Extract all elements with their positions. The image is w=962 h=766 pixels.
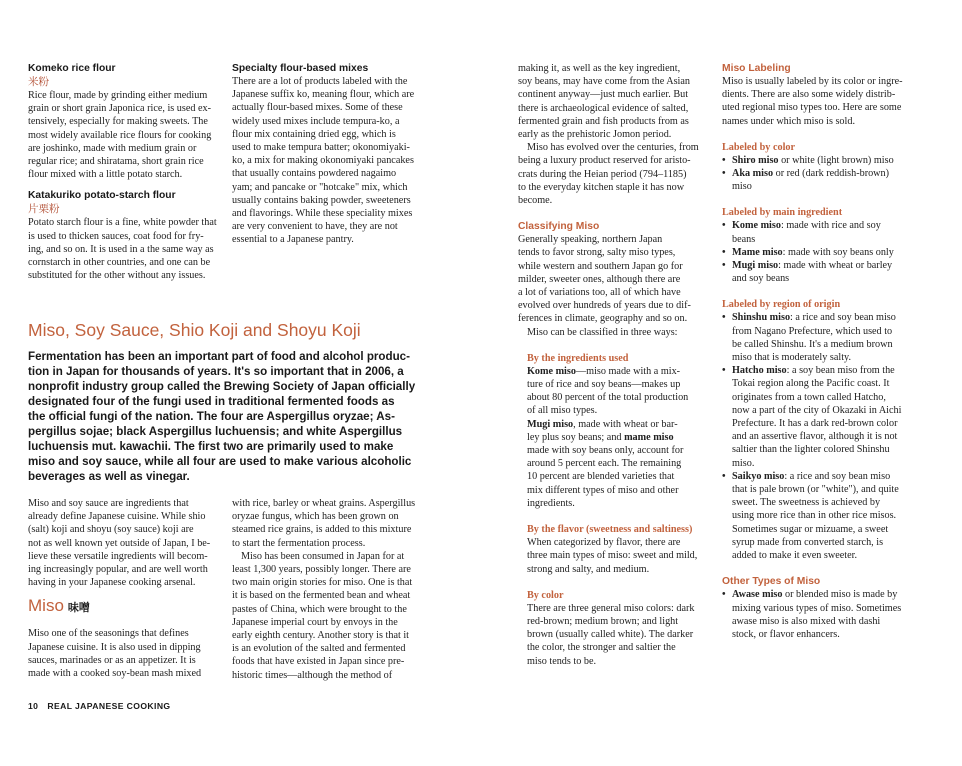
text-line: lieve these versatile ingredients will becom- [28,550,208,562]
specialty-heading: Specialty flour-based mixes [232,63,369,74]
text-line: When categorized by flavor, there are [527,537,681,549]
text-line: historic times—although the method of [232,669,393,681]
text-line: essential to a Japanese pantry. [232,234,354,246]
classifying-ways [518,326,714,339]
text-line: uted regional miso types too. Here are some [722,102,902,114]
text-line: luchuensis mut. kawachii. The first two are primarily used to make [28,440,394,453]
text-line: ture of rice and soy beans—makes up [527,379,681,391]
miso-history [232,550,432,682]
bullet-cont-line: now a part of the city of Okazaki in Aichi [732,404,902,416]
text-line: least 1,300 years, possibly longer. There are [232,564,411,576]
bullet-cont-line: using more rice than in other rice misos. [732,510,897,522]
bullet-term: Mugi miso [732,260,779,272]
text-line: already define Japanese cuisine. While shio [28,511,206,523]
text-line: are very convenient to have, they are not [232,221,398,233]
text-line: nonprofit industry group called the Brewing Society of Japan officially [28,380,416,393]
specialty-section [232,62,432,247]
bullet-term: Awase miso [732,589,783,601]
bullet-cont-line: beans [732,233,756,245]
katakuriko-heading: Katakuriko potato-starch flour [28,190,176,202]
bullet-cont-line: be called Shinshu. It's a medium brown [732,338,893,350]
text-line: Fermentation has been an important part of food and alcohol produc- [28,350,410,363]
text-line: sauces, marinades or as an appetizer. It is [28,654,196,666]
bullet-item [722,167,932,193]
text-line: ko, a mix for making okonomiyaki pancakes [232,155,414,167]
bullet-cont-line: Tokai region along the Pacific coast. It [732,378,890,390]
text-line: There are three general miso colors: dark [527,602,695,614]
text-line: oryzae fungus, which has been grown on [232,511,399,523]
text-line: soy beans, may have come from the Asian [518,76,691,88]
text-line: made with soy beans only, account for [527,445,684,457]
text-line: it is based on the fermented bean and wheat [232,590,411,602]
miso-evolution [518,141,714,207]
mame-term: mame miso [624,431,674,443]
miso-labeling-body [722,75,932,128]
text-line: not as well known yet outside of Japan, I be- [28,537,211,549]
text-line: widely used mixes include tempura-ko, a [232,115,400,127]
bullet-first-line [732,167,932,180]
text-line: early eighth century. Another story is that it [232,630,410,642]
text-line: ferences in climate, geography and so on. [518,313,688,325]
miso-heading-text: Miso [28,596,64,616]
mugi-term: Mugi miso [527,418,574,430]
bullet-term: Hatcho miso [732,365,787,377]
bullet-cont-line: Prefecture. It has a dark red-brown color [732,418,898,430]
bullet-text: or red (dark reddish-brown) [773,168,890,180]
labeled-by-color-list [722,154,932,194]
bullet-text: or white (light brown) miso [778,154,894,166]
by-color-body [527,602,714,668]
text-line: three main types of miso: sweet and mild, [527,550,698,562]
katakuriko-body [28,216,224,282]
left-page-number: 10 [28,701,39,711]
bullet-cont-line: from Nagano Prefecture, which used to [732,325,893,337]
bullet-cont-line: saltier than the lighter colored Shinshu [732,444,890,456]
miso-origin-cont [518,62,714,141]
left-footer-title: REAL JAPANESE COOKING [47,701,171,711]
bullet-first-line [732,588,932,601]
text-line: (salt) koji and shoyu (soy sauce) koji are [28,524,194,536]
classifying-body [518,233,714,325]
text-line: while western and southern Japan go for [518,260,683,272]
specialty-body [232,75,432,247]
text-line: Potato starch flour is a fine, white powder that [28,217,217,229]
kome-line [527,365,714,378]
bullet-text: : a rice and soy bean miso [784,470,891,482]
bullet-cont-line: that is pale brown (or "white"), and quite [732,484,899,496]
bullet-first-line [732,311,932,324]
text-line: about 80 percent of the total production [527,392,689,404]
komeko-body [28,89,224,181]
text-line: being a luxury product reserved for aristo- [518,155,691,167]
bullet-cont-line: awase miso is also mixed with dashi [732,615,881,627]
bullet-item [722,311,932,364]
by-flavor-heading: By the flavor (sweetness and saltiness) [527,524,693,536]
classifying-heading: Classifying Miso [518,221,600,233]
labeled-by-region-heading: Labeled by region of origin [722,299,841,311]
mugi-line-2 [527,431,714,444]
text-line: crats during the Heian period (794–1185) [518,168,687,180]
text-line: ingredients. [527,497,575,509]
text-line: Japanese imperial court by envoys in the [232,616,398,628]
text-line: is an evolution of the salted and fermented [232,643,406,655]
intro-paragraph [28,349,438,484]
text-line: pastes of China, which were brought to the [232,603,407,615]
text-line: regular rice; and shiratama, short grain rice [28,156,204,168]
bullet-item [722,588,932,641]
bullet-text: : a soy bean miso from the [786,365,895,377]
bullet-cont-line: mixing various types of miso. Sometimes [732,602,902,614]
text-line: having in your Japanese cooking arsenal. [28,577,196,589]
text-line: steamed rice grains, is added to this mixture [232,524,412,536]
bullet-cont-line: syrup made from converted starch, is [732,536,884,548]
bullet-cont-line: originates from a town called Hatcho, [732,391,886,403]
text-line: milder, sweeter ones, although there are [518,273,681,285]
text-line: mix different types of miso and other [527,484,679,496]
left-col2-lower [232,497,432,682]
text-line: flour mixed with a little potato starch. [28,169,183,181]
by-flavor-body [527,536,714,576]
bullet-first-line [732,259,932,272]
text-line: Miso one of the seasonings that defines [28,628,189,640]
right-col1 [518,62,714,668]
left-footer [28,701,171,711]
other-types-heading: Other Types of Miso [722,576,821,588]
text-line: yam; and pancake or "hotcake" mix, which [232,181,408,193]
text-line: grain or short grain Japonica rice, is used ex- [28,103,212,115]
text-line: miso tends to be. [527,655,597,667]
text-line: Japanese suffix ko, meaning flour, which are [232,89,415,101]
text-line: that usually contains powdered nagaimo [232,168,397,180]
text-line: tensively, especially for making sweets. The [28,116,208,128]
text-line: Rice flour, made by grinding either medium [28,90,208,101]
komeko-heading: Komeko rice flour [28,63,116,74]
bullet-cont-line: and soy beans [732,273,790,285]
miso-heading [28,595,228,619]
kome-term: Kome miso [527,365,576,377]
labeled-by-color-heading: Labeled by color [722,141,796,153]
text-line: Miso has evolved over the centuries, from [527,142,699,154]
text-line: become. [518,195,553,207]
text-line: cornstarch in other countries, and one can be [28,257,211,269]
text-line: used to make tempura batter; okonomiyaki- [232,142,410,154]
mugi-rest [527,444,714,510]
bullet-term: Shinshu miso [732,312,791,324]
text-line: fermented grain and fish products from as [518,115,689,127]
text-line: names under which miso is sold. [722,115,855,127]
text-line: dients. There are also some widely distrib- [722,89,896,101]
text-line: making it, as well as the key ingredient, [518,63,681,74]
text-line: substituted for the other without any issues. [28,270,206,282]
bullet-term: Mame miso [732,246,783,258]
text-line: there is archaeological evidence of salted, [518,102,689,114]
text-line: the color, the stronger and saltier the [527,642,676,654]
text-line: evolved over hundreds of years due to dif- [518,300,691,312]
bullet-term: Shiro miso [732,154,779,166]
text-line: continent anyway—just much earlier. But [518,89,689,101]
bullet-text: or blended miso is made by [782,589,898,601]
miso-soy-intro [28,497,228,589]
komeko-kanji: 米粉 [28,76,49,88]
kome-rest [527,378,714,418]
bullet-text: : made with soy beans only [782,246,894,258]
text-line: is used to thicken sauces, coat food for fry- [28,230,204,242]
bullet-first-line [732,246,932,259]
text-line: brown (usually called white). The darker [527,629,694,641]
bullet-item [722,259,932,285]
bullet-item [722,219,932,245]
text-line: ing increasingly popular, and are well worth [28,564,208,576]
text-line: 10 percent are blended varieties that [527,471,675,483]
kome-first: —miso made with a mix- [575,365,681,377]
bullet-text: : made with wheat or barley [778,260,893,272]
bullet-term: Aka miso [732,168,774,180]
other-types-list [722,588,932,641]
bullet-item [722,470,932,562]
text-line: and flavorings. While these speciality mixes [232,208,413,220]
text-line: usually contains baking powder, sweeteners [232,194,411,206]
text-line: strong and salty, and medium. [527,563,650,575]
text-line: of all miso types. [527,405,598,417]
mugi-line [527,418,714,431]
bullet-cont-line: and an assertive flavor, although it is not [732,431,898,443]
bullet-term: Kome miso [732,220,781,232]
bullet-first-line [732,470,932,483]
text-line: made with a cooked soy-bean mash mixed [28,668,202,680]
left-col1-lower [28,497,228,680]
mugi-second: ley plus soy beans; and [527,431,625,443]
text-line: a lot of variations too, all of which have [518,287,681,299]
labeled-by-ingredient-heading: Labeled by main ingredient [722,207,843,219]
text-line: foods that have existed in Japan since pre- [232,656,405,668]
text-line: red-brown; medium brown; and light [527,615,679,627]
bullet-cont-line: stock, or flavor enhancers. [732,628,840,640]
miso-heading-kanji: 味噌 [67,601,90,615]
text-line: to the everyday kitchen staple it has now [518,181,685,193]
bullet-first-line [732,364,932,377]
text-line: with rice, barley or wheat grains. Aspergillus [232,498,416,509]
text-line: Miso can be classified in three ways: [527,326,678,338]
text-line: most widely available rice flours for cooking [28,129,212,141]
text-line: Generally speaking, northern Japan [518,234,663,246]
text-line: pergillus sojae; black Aspergillus luchuensis; and white Aspergillus [28,425,403,438]
bullet-cont-line: sweet. The sweetness is achieved by [732,497,881,509]
text-line: Japanese cuisine. It is also used in dipping [28,641,201,653]
labeled-by-ingredient-list [722,219,932,285]
text-line: to start the fermentation process. [232,537,366,549]
bullet-term: Saikyo miso [732,470,785,482]
bullet-cont-line: miso [732,181,752,193]
text-line: ing, and so on. It is used in a the same way as [28,243,214,255]
text-line: flour mix containing dried egg, which is [232,128,396,140]
katakuriko-kanji: 片栗粉 [28,203,60,216]
bullet-first-line [732,154,932,167]
text-line: There are a lot of products labeled with the [232,76,408,87]
bullet-cont-line: miso. [732,457,755,469]
text-line: Miso has been consumed in Japan for at [241,550,405,562]
bullet-cont-line: added to make it even sweeter. [732,550,858,562]
bullet-item [722,364,932,470]
bullet-item [722,154,932,167]
text-line: actually flour-based mixes. Some of these [232,102,403,114]
miso-body-cont [232,497,432,550]
text-line: miso and soy sauce, while all four are used to make various alcoholic [28,455,412,468]
text-line: tends to favor strong, salty miso types, [518,247,676,259]
by-ingredients-heading: By the ingredients used [527,352,629,364]
bullet-cont-line: Sometimes sugar or mizuame, a sweet [732,523,889,535]
text-line: are joshinko, made with medium grain or [28,142,197,154]
text-line: tion in Japan for thousands of years. It's so important that in 2006, a [28,365,404,378]
bullet-first-line [732,219,932,232]
miso-labeling-heading: Miso Labeling [722,63,791,74]
labeled-by-region-list [722,311,932,562]
miso-body [28,627,228,680]
text-line: beverages as well as vinegar. [28,470,190,483]
right-col2 [722,62,932,641]
text-line: early as the prehistoric Jomon period. [518,129,672,141]
bullet-text: : a rice and soy bean miso [790,312,896,324]
text-line: two main origin stories for miso. One is that [232,577,413,589]
text-line: designated four of the fungi used in traditional fermented foods as [28,395,395,408]
section-title: Miso, Soy Sauce, Shio Koji and Shoyu Koji [28,320,361,340]
text-line: around 5 percent each. The remaining [527,458,682,470]
text-line: Miso and soy sauce are ingredients that [28,498,189,509]
bullet-cont-line: miso that is moderately salty. [732,352,852,364]
text-line: Miso is usually labeled by its color or ingre- [722,76,903,87]
text-line: the official fungi of the nation. The four are Aspergillus oryzae; As- [28,410,395,423]
by-ingredients-block [518,352,714,668]
mugi-first: , made with wheat or bar- [573,418,678,430]
bullet-item [722,246,932,259]
bullet-text: : made with rice and soy [780,220,881,232]
komeko-section [28,62,224,282]
by-color-heading: By color [527,589,564,601]
